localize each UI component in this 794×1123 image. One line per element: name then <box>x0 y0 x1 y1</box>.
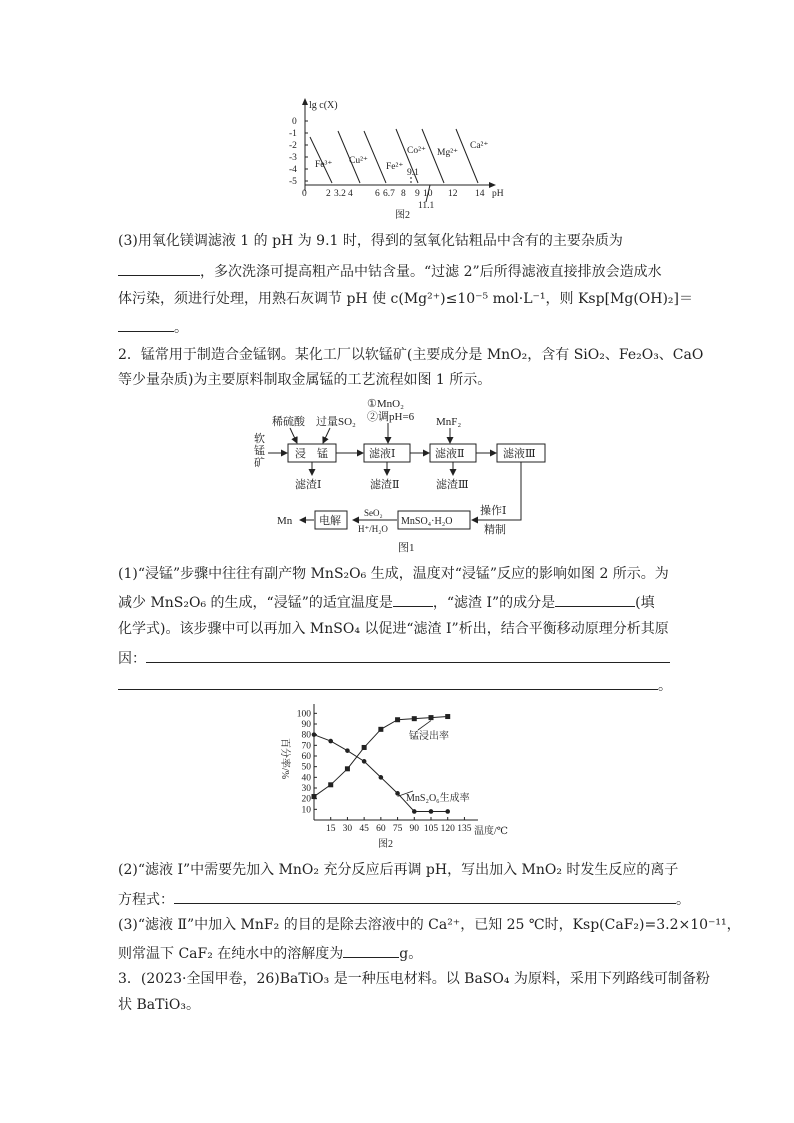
x-tick: 0 <box>302 189 307 199</box>
ore-label: 矿 <box>254 457 265 469</box>
answer-blank-reason[interactable] <box>146 650 670 663</box>
reagent-h-h2o: H⁺/H₂O <box>358 524 388 534</box>
x-tick-label: 90 <box>409 824 420 834</box>
y-tick: -5 <box>289 177 297 187</box>
ion-labels <box>315 141 488 211</box>
ion-label-fe3: Fe³⁺ <box>315 160 333 170</box>
y-axis-arrow <box>302 98 308 105</box>
reagent-dilute-h2so4: 稀硫酸 <box>272 416 305 428</box>
q3-line-4: 。 <box>118 319 188 335</box>
answer-blank[interactable] <box>118 319 174 332</box>
problem-2-line-2: 等少量杂质)为主要原料制取金属锰的工艺流程如图 1 所示。 <box>118 372 492 388</box>
q1-line-3: 化学式)。该步骤中可以再加入 MnSO₄ 以促进“滤渣 Ⅰ”析出，结合平衡移动原理分析其原 <box>118 621 669 637</box>
box-leach-label: 浸 锰 <box>295 448 328 460</box>
q2-line-1: (2)“滤液 Ⅰ”中需要先加入 MnO₂ 充分反应后再调 pH，写出加入 MnO₂ 时发生反应的离子 <box>118 862 679 878</box>
y-tick: -1 <box>289 129 297 139</box>
data-point-square <box>429 715 434 720</box>
x-axis-label: pH <box>492 189 504 199</box>
y-tick-label: 20 <box>301 794 311 805</box>
data-point-square <box>312 794 317 799</box>
data-point-circle <box>429 809 434 814</box>
x-axis-arrow <box>489 182 496 188</box>
y-tick: -3 <box>289 153 297 163</box>
x-tick-label: 105 <box>423 824 439 834</box>
q3-line-1: (3)用氧化镁调滤液 1 的 pH 为 9.1 时，得到的氢氧化钴粗品中含有的主要杂质为 <box>118 233 623 249</box>
box-filtrate-1-label: 滤液Ⅰ <box>369 448 396 460</box>
annotation-11-1: 11.1 <box>418 201 435 211</box>
x-tick: 14 <box>475 189 485 199</box>
problem-2-line-1: 2．锰常用于制造合金锰钢。某化工厂以软锰矿(主要成分是 MnO₂，含有 SiO₂、Fe₂O₃、CaO <box>118 347 704 363</box>
q1-line-5: 。 <box>118 677 672 693</box>
x-tick: 4 <box>348 189 353 199</box>
label-leader <box>418 721 431 730</box>
answer-blank-temperature[interactable] <box>393 594 433 607</box>
answer-blank-solubility[interactable] <box>343 945 399 958</box>
answer-blank-equation[interactable] <box>174 891 676 904</box>
problem-3-line-2: 状 BaTiO₃。 <box>118 997 200 1013</box>
y-tick-label: 30 <box>301 784 311 794</box>
data-point-circle <box>328 739 333 744</box>
y-tick-label: 60 <box>301 752 311 762</box>
y-tick-label: 100 <box>296 709 311 720</box>
y-tick-label: 70 <box>301 741 311 752</box>
x-tick: 12 <box>448 189 458 199</box>
y-tick: -4 <box>289 165 297 175</box>
reagent-excess-so2: 过量SO₂ <box>316 416 356 428</box>
leaching-chart <box>268 700 528 850</box>
x-tick-label: 60 <box>376 824 386 834</box>
series-label-mn-leach: 锰浸出率 <box>409 731 449 742</box>
box-filtrate-3-label: 滤液Ⅲ <box>503 448 536 460</box>
box-mnso4-label: MnSO₄·H₂O <box>401 516 453 527</box>
y-tick-label: 40 <box>301 773 311 784</box>
ion-label-mg2: Mg²⁺ <box>437 148 459 158</box>
chart-caption: 图2 <box>378 839 393 850</box>
annotation-9-1: 9.1 <box>407 168 419 178</box>
residue-3: 滤渣Ⅲ <box>436 479 469 491</box>
box-electrolysis-label: 电解 <box>319 515 341 527</box>
problem-3-line-1: 3．(2023·全国甲卷，26)BaTiO₃ 是一种压电材料。以 BaSO₄ 为原料，采用下列路线可制备粉 <box>118 971 710 987</box>
q1-line-4: 因： <box>118 650 670 666</box>
x-tick: 10 <box>423 189 433 199</box>
answer-blank[interactable] <box>118 263 200 276</box>
x-tick-label: 135 <box>457 824 472 834</box>
x-tick-label: 45 <box>359 824 369 834</box>
x-tick-label: 75 <box>392 824 403 834</box>
y-tick: 0 <box>292 117 297 127</box>
x-tick: 6 <box>375 189 380 199</box>
operation-1: 操作Ⅰ <box>480 505 507 517</box>
q2-line-2: 方程式： 。 <box>118 892 690 908</box>
data-point-square <box>362 745 367 750</box>
q3b-line-2: 则常温下 CaF₂ 在纯水中的溶解度为 g。 <box>118 946 423 962</box>
data-point-square <box>445 714 450 719</box>
x-tick-label: 120 <box>440 824 455 834</box>
reagent-mnf2: MnF₂ <box>436 416 462 428</box>
data-point-circle <box>379 775 384 780</box>
x-tick: 8 <box>401 189 406 199</box>
condition-mno2: ①MnO₂ <box>367 398 404 410</box>
y-tick-label: 10 <box>301 805 311 816</box>
condition-ph: ②调pH=6 <box>367 411 415 423</box>
answer-blank-residue[interactable] <box>555 594 635 607</box>
data-point-square <box>345 766 350 771</box>
series-label-mns2o6: MnS₂O₆生成率 <box>406 793 470 804</box>
q3b-line-1: (3)“滤液 Ⅱ”中加入 MnF₂ 的目的是除去溶液中的 Ca²⁺，已知 25 ℃时，Ksp(CaF₂)=3.2×10⁻¹¹， <box>118 917 741 933</box>
data-point-square <box>378 727 383 732</box>
data-point-circle <box>362 759 367 764</box>
ion-label-co2: Co²⁺ <box>407 146 426 156</box>
q3-line-3: 体污染，须进行处理，用熟石灰调节 pH 使 c(Mg²⁺)≤10⁻⁵ mol·L⁻¹，则 Ksp[Mg(OH)₂]＝ <box>118 291 694 307</box>
reagent-seo2: SeO₂ <box>364 508 383 518</box>
flow-caption: 图1 <box>398 542 415 554</box>
chart-ylabel: 百分率/% <box>279 738 290 780</box>
process-flow-diagram <box>250 393 560 558</box>
residue-1: 滤渣Ⅰ <box>295 479 322 491</box>
data-point-circle <box>395 791 400 796</box>
reagent-arrows <box>290 423 450 443</box>
x-tick: 9 <box>415 189 420 199</box>
y-tick-label: 80 <box>301 730 311 741</box>
data-point-circle <box>312 732 317 737</box>
data-point-square <box>412 716 417 721</box>
q1-line-2: 减少 MnS₂O₆ 的生成，“浸锰”的适宜温度是 ，“滤渣 Ⅰ”的成分是 (填 <box>118 595 655 611</box>
ore-label: 软 <box>254 433 265 445</box>
data-point-square <box>328 782 333 787</box>
x-tick: 6.7 <box>383 189 395 199</box>
answer-blank-reason-cont[interactable] <box>118 677 658 690</box>
y-tick: -2 <box>289 141 297 151</box>
y-tick-label: 50 <box>301 762 311 773</box>
y-axis-label: lg c(X) <box>309 100 338 111</box>
chart-xlabel: 温度/℃ <box>474 826 508 837</box>
ion-label-ca2: Ca²⁺ <box>470 141 489 151</box>
q1-line-1: (1)“浸锰”步骤中往往有副产物 MnS₂O₆ 生成，温度对“浸锰”反应的影响如图 2 所示。为 <box>118 566 669 582</box>
x-tick: 2 <box>326 189 331 199</box>
data-point-circle <box>345 748 350 753</box>
q3-line-2: ，多次洗涤可提高粗产品中钴含量。“过滤 2”后所得滤液直接排放会造成水 <box>118 263 662 279</box>
residue-2: 滤渣Ⅱ <box>370 479 400 491</box>
ion-label-cu2: Cu²⁺ <box>349 156 368 166</box>
ion-label-fe2: Fe²⁺ <box>386 162 404 172</box>
figure-caption: 图2 <box>395 210 410 221</box>
data-point-circle <box>412 809 417 814</box>
box-filtrate-2-label: 滤液Ⅱ <box>435 448 465 460</box>
x-tick: 3.2 <box>334 189 346 199</box>
product-mn: Mn <box>277 515 293 527</box>
data-point-square <box>395 717 400 722</box>
x-tick-label: 15 <box>325 824 336 834</box>
data-point-circle <box>445 809 450 814</box>
ore-label: 锰 <box>254 445 265 457</box>
x-tick-label: 30 <box>342 824 353 834</box>
refine-label: 精制 <box>484 524 506 536</box>
y-tick-label: 90 <box>301 720 311 730</box>
x-ticks <box>302 189 504 199</box>
solubility-figure <box>270 95 530 225</box>
